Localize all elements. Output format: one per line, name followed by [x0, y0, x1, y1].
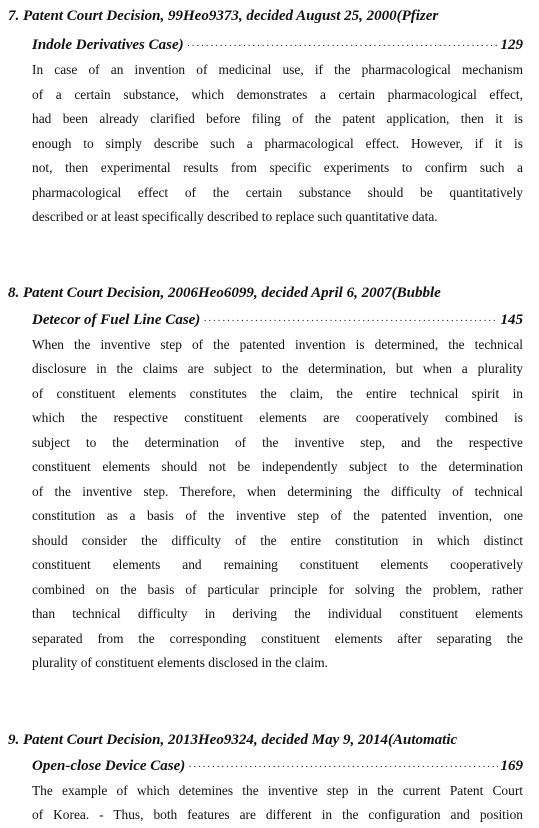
case-heading: 9. Patent Court Decision, 2013Heo9324, decided May 9, 2014(Automatic	[8, 732, 458, 748]
summary-line: described or at least specifically described to replace such quantitative data.	[32, 209, 438, 224]
summary-line: constituent elements should not be independently subject to the determination	[32, 459, 523, 474]
case-title: Indole Derivatives Case)	[32, 37, 184, 53]
summary-line: When the inventive step of the patented invention is determined, the technical	[32, 337, 523, 352]
case-heading-continued	[32, 308, 523, 333]
summary-line: The example of which detemines the inventive step in the current Patent Court	[32, 783, 523, 798]
summary-line: of Korea. - Thus, both features are different in the configuration and position	[32, 807, 523, 822]
summary-line: pharmacological effect of the certain substance should be quantitatively	[32, 185, 523, 200]
case-heading: 7. Patent Court Decision, 99Heo9373, decided August 25, 2000(Pfizer	[8, 8, 439, 24]
case-heading: 8. Patent Court Decision, 2006Heo6099, decided April 6, 2007(Bubble	[8, 285, 441, 301]
summary-line: plurality of constituent elements disclosed in the claim.	[32, 655, 329, 670]
summary-line: had been already clarified before filing of the patent application, then it is	[32, 111, 523, 126]
summary-line: of constituent elements constitutes the claim, the entire technical spirit in	[32, 386, 523, 401]
summary-line: enough to simply describe such a pharmacological effect. However, if it is	[32, 136, 523, 151]
summary-line: of the inventive step. Therefore, when determining the difficulty of technical	[32, 484, 523, 499]
summary-line: separated from the corresponding constituent elements after separating the	[32, 631, 523, 646]
summary-line: which the respective constituent elements are cooperatively combined is	[32, 410, 523, 425]
summary-line: constituent elements and remaining constituent elements cooperatively	[32, 557, 523, 572]
summary-line: In case of an invention of medicinal use, if the pharmacological mechanism	[32, 62, 523, 77]
summary-line: than technical difficulty in deriving the individual constituent elements	[32, 606, 523, 621]
summary-line: not, then experimental results from specific experiments to confirm such a	[32, 160, 523, 175]
case-heading-continued	[32, 33, 523, 58]
summary-line: subject to the determination of the inventive step, and the respective	[32, 435, 523, 450]
case-heading-continued	[32, 754, 523, 779]
summary-line: should consider the difficulty of the entire constitution in which distinct	[32, 533, 523, 548]
page-number: 145	[500, 312, 523, 328]
dot-leader	[188, 755, 497, 779]
case-title: Open-close Device Case)	[32, 758, 186, 774]
page-number: 129	[500, 37, 523, 53]
dot-leader	[187, 34, 498, 58]
summary-line: constitution as a basis of the inventive step of the patented invention, one	[32, 508, 523, 523]
summary-line: combined on the basis of particular principle for solving the problem, rather	[32, 582, 523, 597]
page-number: 169	[500, 758, 523, 774]
dot-leader	[203, 309, 497, 333]
summary-line: disclosure in the claims are subject to the determination, but when a plurality	[32, 361, 523, 376]
summary-line: of a certain substance, which demonstrates a certain pharmacological effect,	[32, 87, 523, 102]
case-title: Detecor of Fuel Line Case)	[32, 312, 201, 328]
